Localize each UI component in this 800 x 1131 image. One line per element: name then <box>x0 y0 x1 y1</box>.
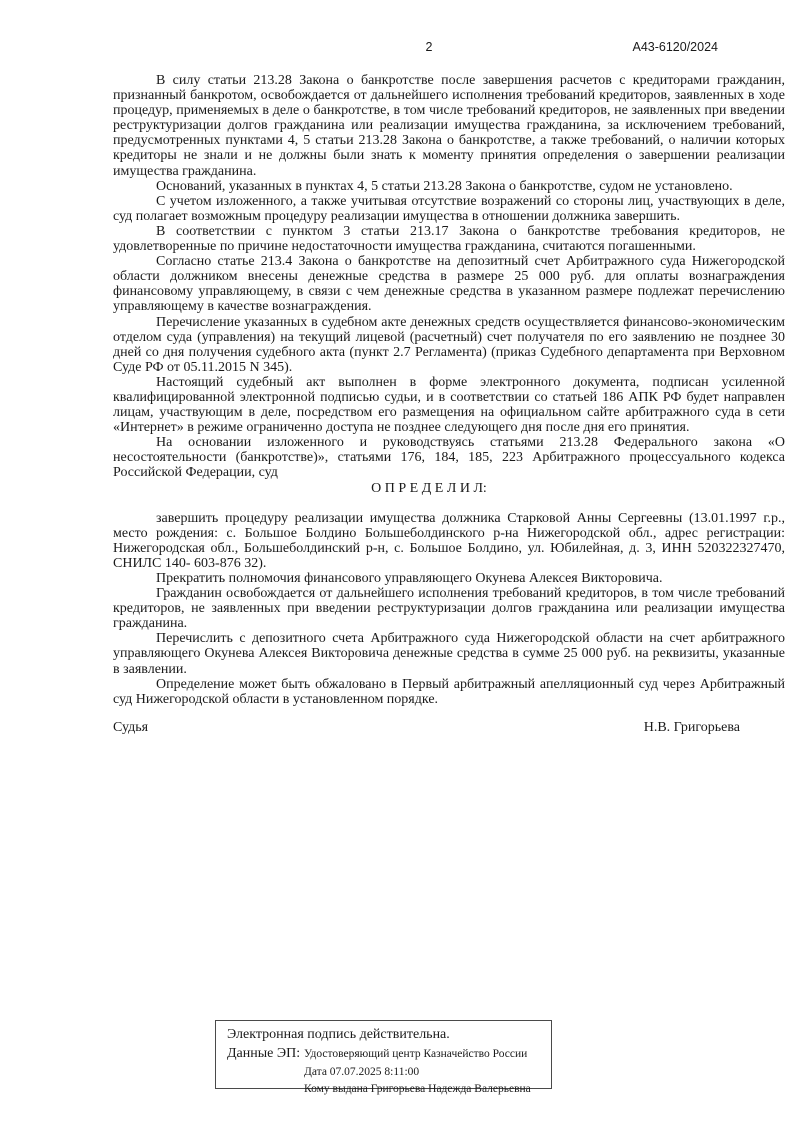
paragraph: Прекратить полномочия финансового управляющего Окунева Алексея Викторовича. <box>156 571 663 586</box>
stamp-label: Данные ЭП: <box>227 1046 301 1061</box>
paragraph: Перечислить с депозитного счета Арбитражного суда Нижегородской области на счет арбитражного управляющего Окунева Алексея Викторовича денежные средства в сумме 25 000 руб. на реквизиты, указанные в заявлении. <box>113 631 785 677</box>
resolution-section <box>113 511 785 707</box>
document-body <box>113 73 785 735</box>
judge-label: Судья <box>113 719 149 735</box>
case-number: А43-6120/2024 <box>632 40 718 54</box>
paragraph: Настоящий судебный акт выполнен в форме электронного документа, подписан усиленной квалифицированной электронной подписью судьи, и в соответствии со статьей 186 АПК РФ будет направлен лицам, участвующим в деле, посредством его размещения на официальном сайте арбитражного суда в сети «Интернет» в режиме ограниченно доступа не позднее следующего дня после дня его принятия. <box>113 374 785 436</box>
page-number: 2 <box>425 40 433 54</box>
stamp-details <box>304 1046 531 1099</box>
stamp-detail-line: Кому выдана Григорьева Надежда Валерьевна <box>304 1083 531 1095</box>
paragraph: Гражданин освобождается от дальнейшего исполнения требований кредиторов, в том числе требований кредиторов, не заявленных при введении реструктуризации долгов гражданина или реализации имущества гражданина. <box>113 586 785 632</box>
stamp-detail-line: Дата 07.07.2025 8:11:00 <box>304 1065 420 1078</box>
paragraph: Определение может быть обжаловано в Первый арбитражный апелляционный суд через Арбитражный суд Нижегородской области в установленном порядке. <box>113 676 785 707</box>
signature-row <box>113 720 785 735</box>
paragraph: В соответствии с пунктом 3 статьи 213.17 Закона о банкротстве требования кредиторов, не удовлетворенные по причине недостаточности имущества гражданина, считаются погашенными. <box>113 223 785 255</box>
stamp-data-row <box>227 1046 545 1099</box>
judge-name: Н.В. Григорьева <box>643 719 740 735</box>
paragraph: завершить процедуру реализации имущества должника Старковой Анны Сергеевны (13.01.1997 г.р., место рождения: с. Большое Болдино Большеболдинского р-на Нижегородской обл., адрес регистрации: Нижегородская обл., Большеболдинский р-н, с. Большое Болдино, ул. Юбилейная, д. 3, ИНН 520322327470, СНИЛС 140- 603-876 32). <box>113 510 785 571</box>
paragraph: Согласно статье 213.4 Закона о банкротстве на депозитный счет Арбитражного суда Нижегородской области должником внесены денежные средства в размере 25 000 руб. для оплаты вознаграждения финансовому управляющему, в связи с чем денежные средства в указанном размере подлежат перечислению управляющему в качестве вознаграждения. <box>113 254 785 315</box>
digital-signature-stamp <box>215 1020 552 1095</box>
stamp-title: Электронная подпись действительна. <box>227 1027 450 1042</box>
stamp-detail-line: Удостоверяющий центр Казначейство России <box>304 1048 528 1060</box>
paragraph: В силу статьи 213.28 Закона о банкротстве после завершения расчетов с кредиторами гражданин, признанный банкротом, освобождается от дальнейшего исполнения требований кредиторов, заявленных в ходе процедур, применяемых в деле о банкротстве, в том числе требований кредиторов, не заявленных при введении реструктуризации долгов гражданина или реализации имущества гражданина, за исключением требований, предусмотренных пунктами 4, 5 статьи 213.28 Закона о банкротстве, а также требований, о наличии которых кредиторы не знали и не должны были знать к моменту принятия определения о завершении реализации имущества гражданина. <box>113 73 785 179</box>
paragraph: Перечисление указанных в судебном акте денежных средств осуществляется финансово-экономическим отделом суда (управления) на текущий лицевой (расчетный) счет получателя по его заявлению не позднее 30 дней со дня получения судебного акта (пункт 2.7 Регламента) (приказ Судебного департамента при Верховном Суде РФ от 05.11.2015 N 345). <box>113 314 785 375</box>
paragraph: Оснований, указанных в пунктах 4, 5 статьи 213.28 Закона о банкротстве, судом не установлено. <box>156 178 733 194</box>
paragraph: С учетом изложенного, а также учитывая отсутствие возражений со стороны лиц, участвующих в деле, суд полагает возможным процедуру реализации имущества в отношении должника завершить. <box>113 193 785 224</box>
motivation-section <box>113 73 785 481</box>
resolution-heading: О П Р Е Д Е Л И Л: <box>371 480 487 496</box>
paragraph: На основании изложенного и руководствуясь статьями 213.28 Федерального закона «О несостоятельности (банкротстве)», статьями 176, 184, 185, 223 Арбитражного процессуального кодекса Российской Федерации, суд <box>113 435 785 481</box>
